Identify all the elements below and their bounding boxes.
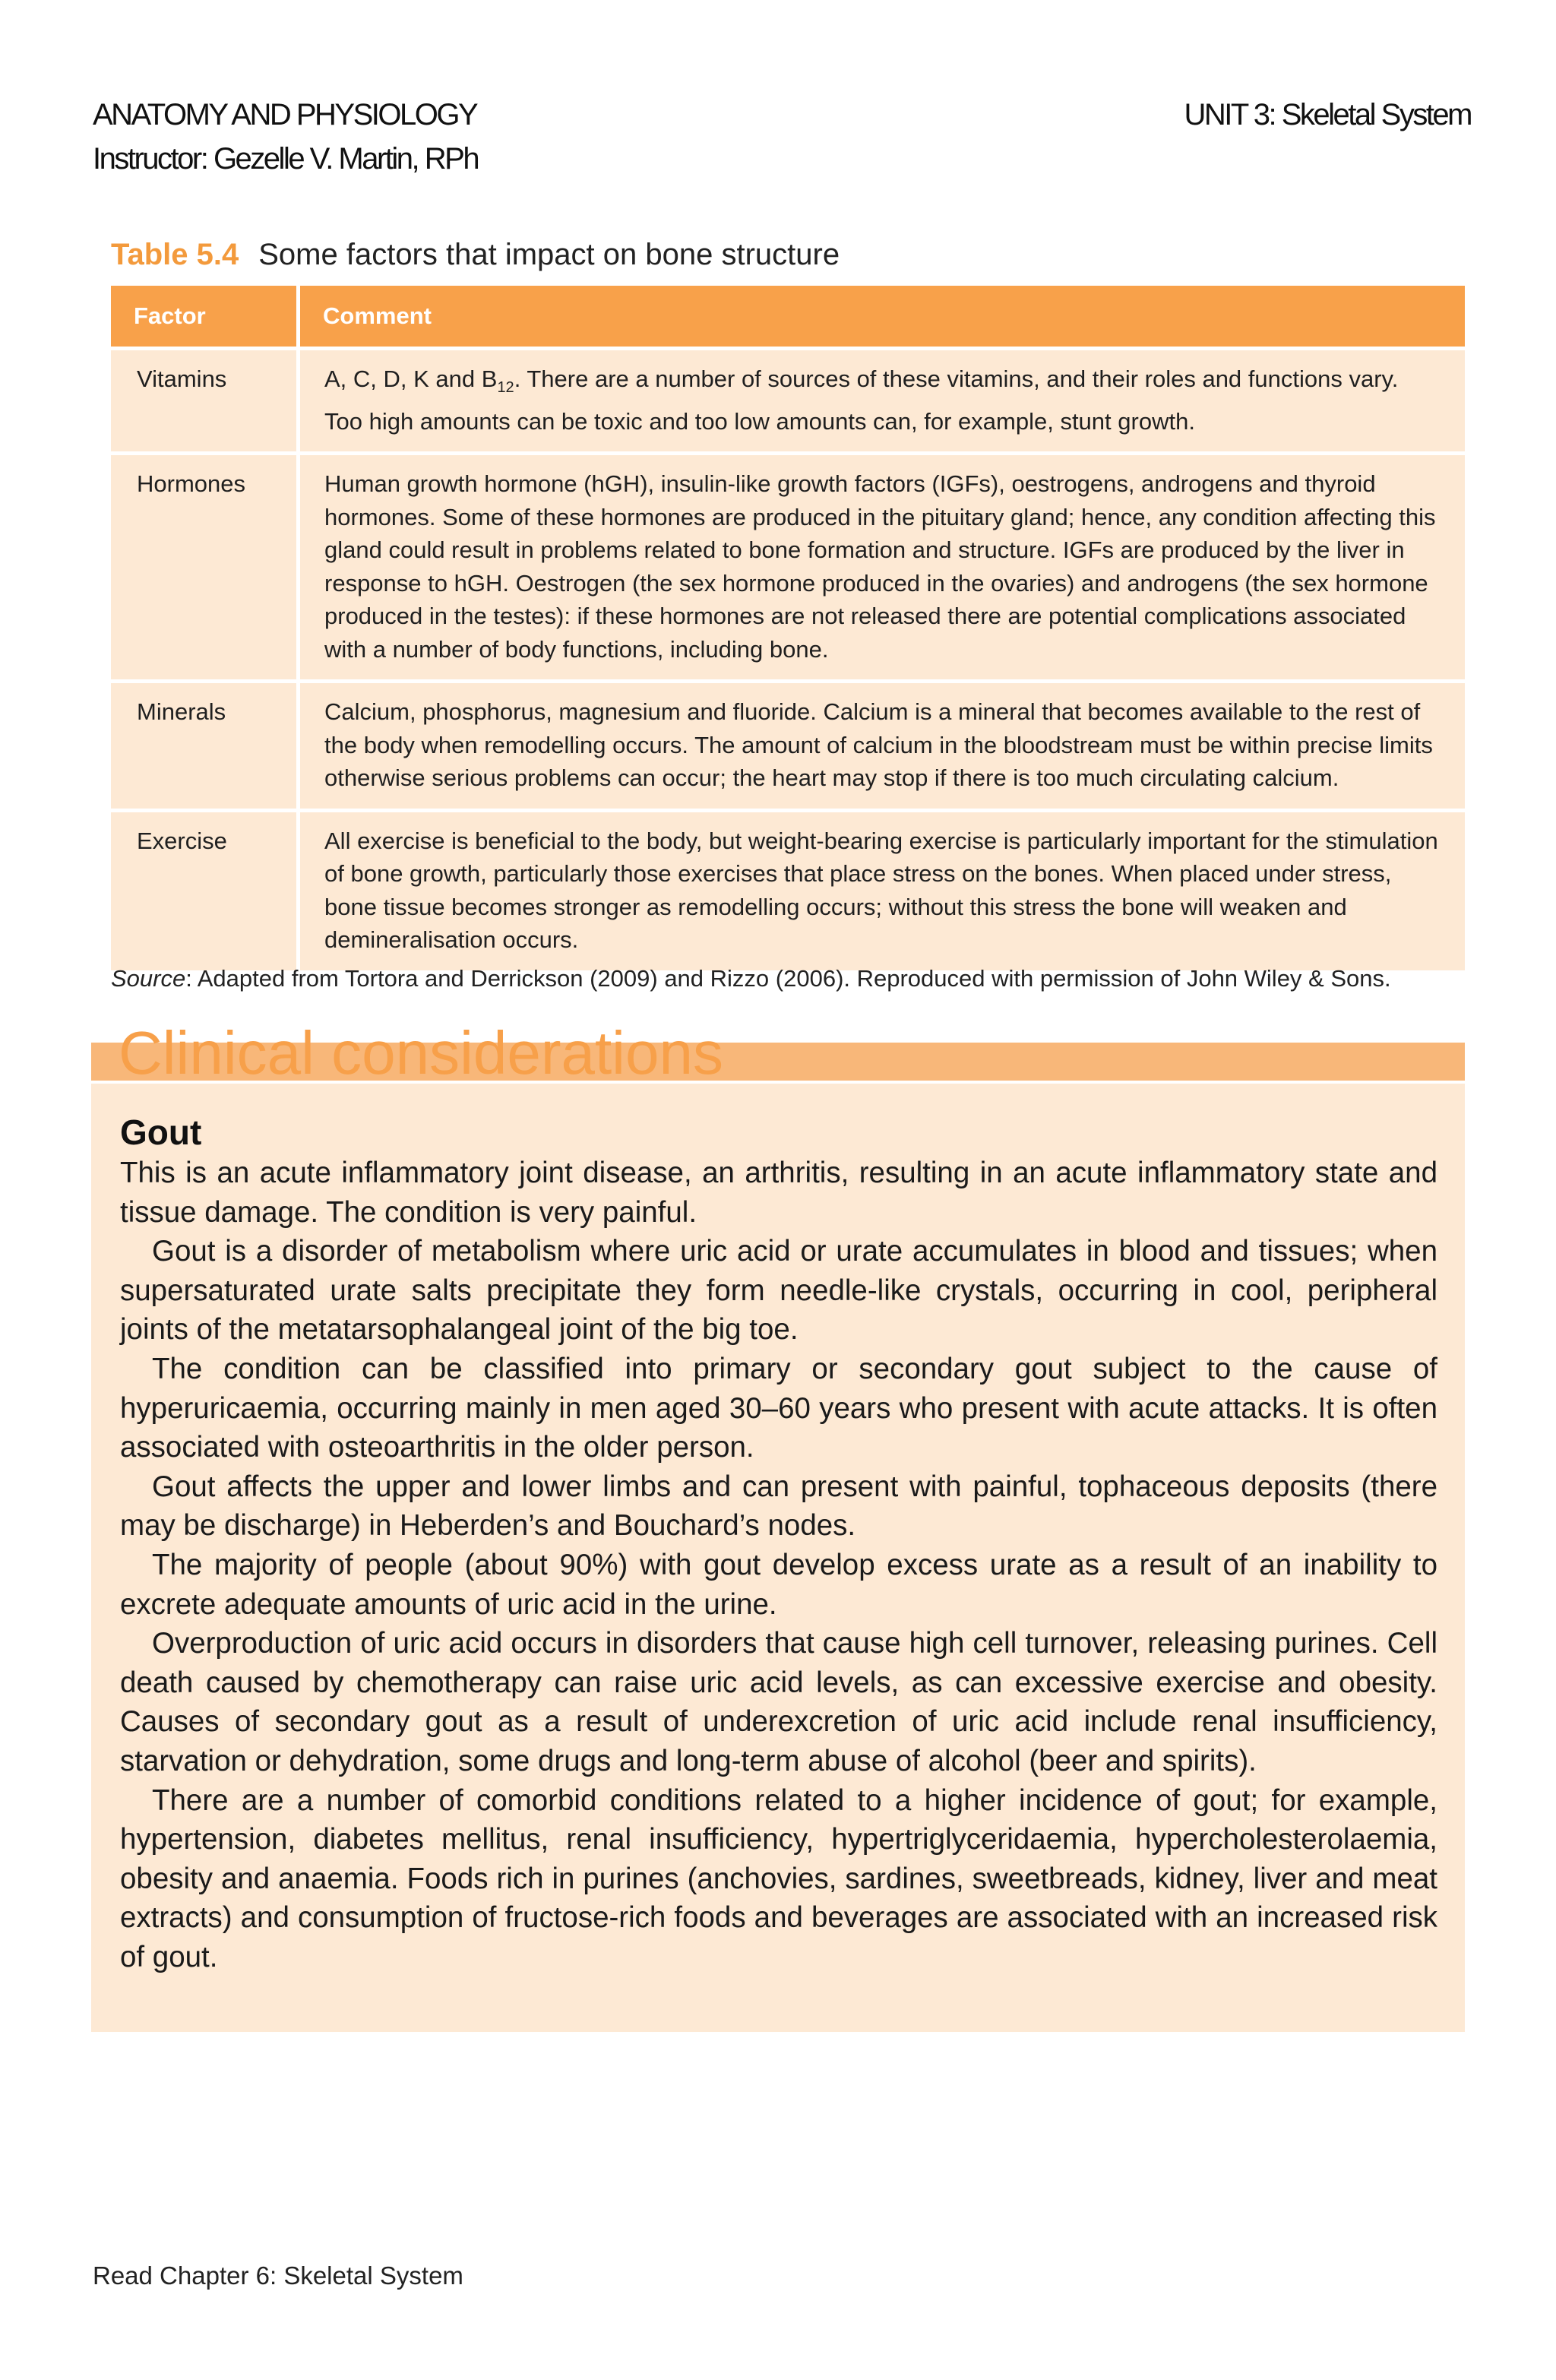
table-title: Some factors that impact on bone structure: [258, 238, 840, 271]
instructor-name: Instructor: Gezelle V. Martin, RPh: [93, 142, 479, 176]
subscript: 12: [497, 379, 514, 397]
comment-cell: [300, 350, 1465, 451]
paragraph: This is an acute inflammatory joint disease, an arthritis, resulting in an acute inflammatory state and tissue damage. The condition is very painful.: [120, 1157, 1437, 1229]
comment-text: A, C, D, K and B: [324, 366, 498, 392]
paragraph: The condition can be classified into primary or secondary gout subject to the cause of hyperuricaemia, occurring mainly in men aged 30–60 years who present with acute attacks. It is often associated with osteoarthritis in the older person.: [120, 1352, 1437, 1464]
unit-title: UNIT 3: Skeletal System: [1184, 98, 1471, 131]
gout-body: [120, 1154, 1437, 1976]
footer-note: Read Chapter 6: Skeletal System: [93, 2261, 463, 2290]
paragraph: Overproduction of uric acid occurs in disorders that cause high cell turnover, releasing purines. Cell death caused by chemotherapy can raise uric acid levels, as can excessive exercise and obesity. Causes of secondary gout as a result of underexcretion of uric acid include renal insufficiency, starvation or dehydration, some drugs and long-term abuse of alcohol (beer and spirits).: [120, 1627, 1437, 1777]
factor-cell: Minerals: [111, 683, 300, 809]
bone-factors-table: [111, 286, 1465, 970]
paragraph: There are a number of comorbid conditions related to a higher incidence of gout; for example, hypertension, diabetes mellitus, renal insufficiency, hypertriglyceridaemia, hypercholesterolaemia, obesity and anaemia. Foods rich in purines (anchovies, sardines, sweetbreads, kidney, liver and meat extracts) and consumption of fructose-rich foods and beverages are associated with an increased risk of gout.: [120, 1783, 1437, 1973]
table-row: [111, 455, 1465, 679]
column-header-comment: Comment: [300, 286, 1465, 347]
clinical-considerations-title: Clinical considerations: [119, 1019, 723, 1087]
comment-text: . There are a number of sources of these vitamins, and their roles and functions vary. Too high amounts can be toxic and too low amounts can, for example, stunt growth.: [324, 366, 1399, 435]
table-number: Table 5.4: [111, 238, 239, 271]
comment-cell: All exercise is beneficial to the body, but weight-bearing exercise is particularly important for the stimulation of bone growth, particularly those exercises that place stress on the bones. When placed under stress, bone tissue becomes stronger as remodelling occurs; without this stress the bone will weaken and demineralisation occurs.: [300, 812, 1465, 970]
gout-heading: Gout: [120, 1112, 202, 1152]
table-row: [111, 683, 1465, 809]
page-header-left: [93, 93, 478, 181]
factor-cell: Exercise: [111, 812, 300, 970]
comment-cell: Calcium, phosphorus, magnesium and fluoride. Calcium is a mineral that becomes available to the rest of the body when remodelling occurs. The amount of calcium in the bloodstream must be within precise limits otherwise serious problems can occur; the heart may stop if there is too much circulating calcium.: [300, 683, 1465, 809]
paragraph: Gout affects the upper and lower limbs and can present with painful, tophaceous deposits (there may be discharge) in Heberden’s and Bouchard’s nodes.: [120, 1470, 1437, 1543]
table-caption: [111, 234, 840, 275]
course-title: ANATOMY AND PHYSIOLOGY: [93, 98, 477, 131]
source-label: Source: [111, 965, 186, 992]
table-header-row: [111, 286, 1465, 347]
factor-cell: Vitamins: [111, 350, 300, 451]
table-row: [111, 812, 1465, 970]
comment-cell: Human growth hormone (hGH), insulin-like growth factors (IGFs), oestrogens, androgens and thyroid hormones. Some of these hormones are produced in the pituitary gland; hence, any condition affecting this gland could result in problems related to bone formation and structure. IGFs are produced by the liver in response to hGH. Oestrogen (the sex hormone produced in the ovaries) and androgens (the sex hormone produced in the testes): if these hormones are not released there are potential complications associated with a number of body functions, including bone.: [300, 455, 1465, 679]
column-header-factor: Factor: [111, 286, 300, 347]
table-source-note: [111, 962, 1391, 995]
factor-cell: Hormones: [111, 455, 300, 679]
table-row: [111, 350, 1465, 451]
paragraph: The majority of people (about 90%) with gout develop excess urate as a result of an inability to excrete adequate amounts of uric acid in the urine.: [120, 1548, 1437, 1621]
source-text: : Adapted from Tortora and Derrickson (2009) and Rizzo (2006). Reproduced with permission of John Wiley & Sons.: [185, 965, 1391, 992]
paragraph: Gout is a disorder of metabolism where uric acid or urate accumulates in blood and tissues; when supersaturated urate salts precipitate they form needle-like crystals, occurring in cool, peripheral joints of the metatarsophalangeal joint of the big toe.: [120, 1235, 1437, 1347]
